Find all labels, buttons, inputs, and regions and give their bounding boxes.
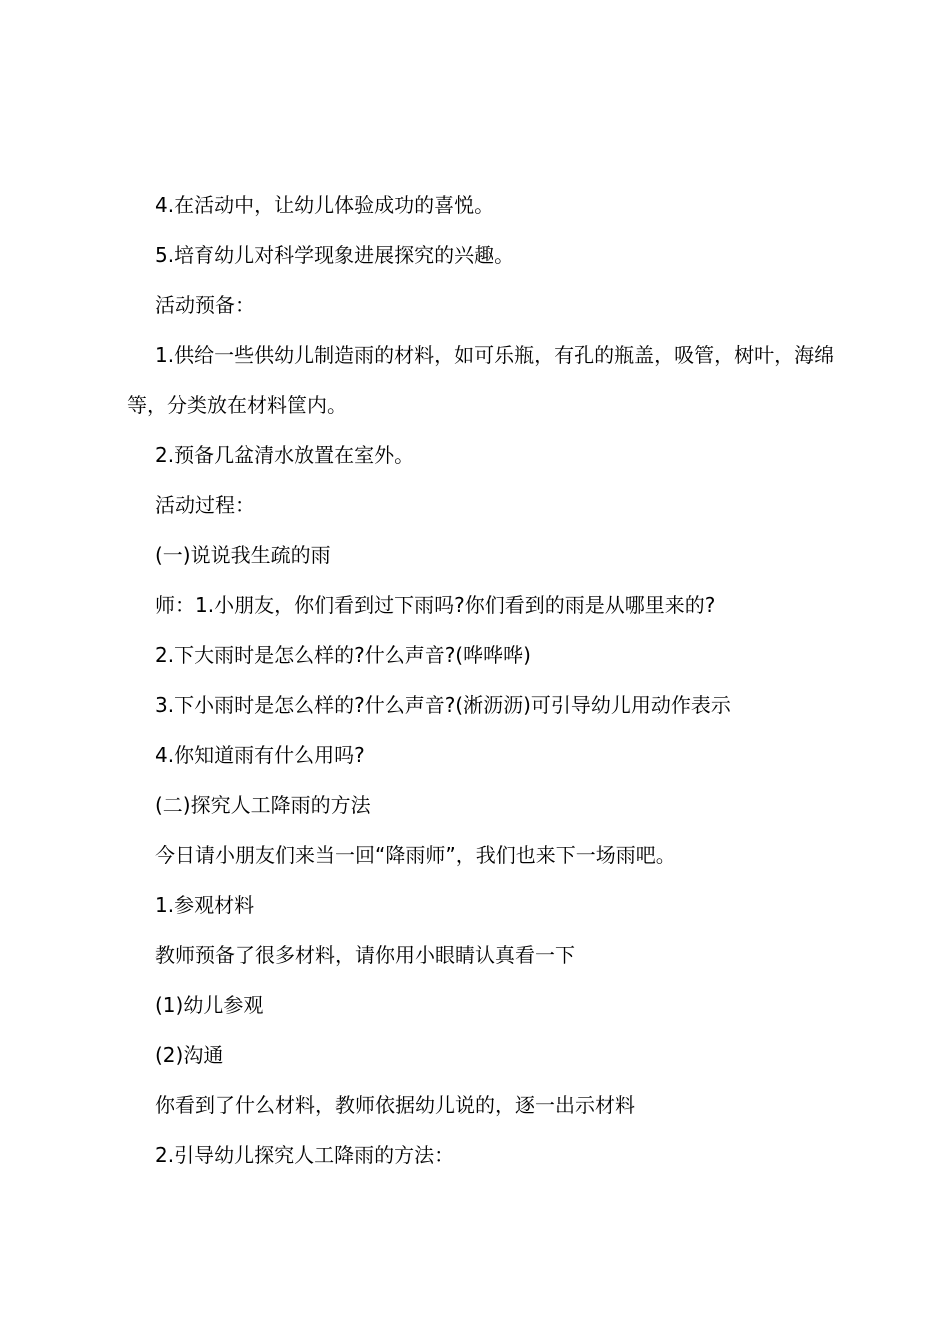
section-heading-preparation: 活动预备：	[155, 293, 255, 317]
subsection-heading-2: (二)探究人工降雨的方法	[155, 793, 371, 817]
paragraph-intro: 今日请小朋友们来当一回“降雨师”，我们也来下一场雨吧。	[155, 843, 676, 867]
paragraph-prep-2: 2.预备几盆清水放置在室外。	[155, 443, 415, 467]
paragraph-materials: 教师预备了很多材料，请你用小眼睛认真看一下	[155, 943, 575, 967]
subsection-heading-1: (一)说说我生疏的雨	[155, 543, 331, 567]
section-heading-process: 活动过程：	[155, 493, 255, 517]
paragraph-sub-1: (1)幼儿参观	[155, 993, 264, 1017]
paragraph-prep-1: 1.供给一些供幼儿制造雨的材料，如可乐瓶，有孔的瓶盖，吸管，树叶，海绵等，分类放在材料筐内。	[127, 343, 835, 417]
paragraph-show-materials: 你看到了什么材料，教师依据幼儿说的，逐一出示材料	[155, 1093, 635, 1117]
paragraph-question-4: 4.你知道雨有什么用吗?	[155, 743, 365, 767]
paragraph-sub-2: (2)沟通	[155, 1043, 224, 1067]
paragraph-question-1: 师：1.小朋友，你们看到过下雨吗?你们看到的雨是从哪里来的?	[155, 593, 716, 617]
paragraph-step-2: 2.引导幼儿探究人工降雨的方法：	[155, 1143, 455, 1167]
paragraph-step-1: 1.参观材料	[155, 893, 255, 917]
paragraph-question-2: 2.下大雨时是怎么样的?什么声音?(哗哗哗)	[155, 643, 531, 667]
paragraph-question-3: 3.下小雨时是怎么样的?什么声音?(淅沥沥)可引导幼儿用动作表示	[155, 693, 731, 717]
paragraph-goal-4: 4.在活动中，让幼儿体验成功的喜悦。	[155, 193, 495, 217]
paragraph-goal-5: 5.培育幼儿对科学现象进展探究的兴趣。	[155, 243, 515, 267]
